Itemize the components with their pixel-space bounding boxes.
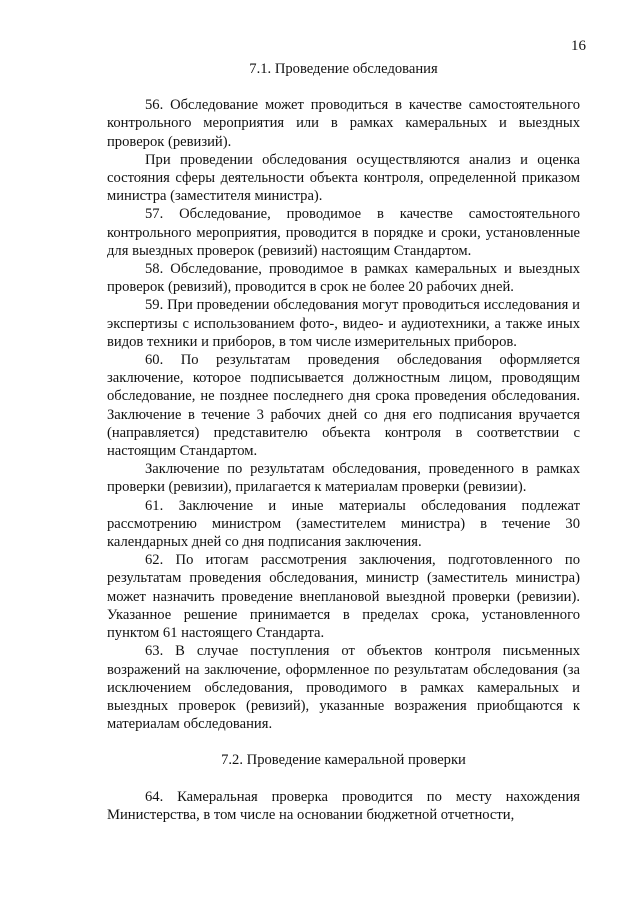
paragraph-59: 59. При проведении обследования могут проводиться исследования и экспертизы с использованием фото-, видео- и аудиотехники, а также иных видов техники и приборов, в том числе измерительных приборов. xyxy=(107,297,580,350)
paragraph-60: 60. По результатам проведения обследования оформляется заключение, которое подписывается должностным лицом, проводящим обследование, не позднее последнего дня срока проведения обследования. Заключение в течение 3 рабочих дней со дня его подписания вручается (направляется) представителю объекта контроля в соответствии с настоящим Стандартом. xyxy=(107,352,580,460)
document-body xyxy=(107,60,580,824)
paragraph-56: 56. Обследование может проводиться в качестве самостоятельного контрольного мероприятия или в рамках камеральных и выездных проверок (ревизий). xyxy=(107,97,580,150)
paragraph-57: 57. Обследование, проводимое в качестве самостоятельного контрольного мероприятия, проводится в порядке и сроки, установленные для выездных проверок (ревизий) настоящим Стандартом. xyxy=(107,206,580,259)
paragraph-58: 58. Обследование, проводимое в рамках камеральных и выездных проверок (ревизий), проводится в срок не более 20 рабочих дней. xyxy=(107,261,580,296)
page-number: 16 xyxy=(571,38,586,54)
paragraph-56-continued: При проведении обследования осуществляются анализ и оценка состояния сферы деятельности объекта контроля, определенной приказом министра (заместителя министра). xyxy=(107,151,580,205)
paragraph-60-continued: Заключение по результатам обследования, проведенного в рамках проверки (ревизии), прилагается к материалам проверки (ревизии). xyxy=(107,461,580,496)
paragraph-64: 64. Камеральная проверка проводится по месту нахождения Министерства, в том числе на основании бюджетной отчетности, xyxy=(107,788,580,823)
section-heading-7-2: 7.2. Проведение камеральной проверки xyxy=(221,752,466,769)
paragraph-63: 63. В случае поступления от объектов контроля письменных возражений на заключение, оформленное по результатам обследования (за исключением обследования, проводимого в рамках камеральных и выездных проверок (ревизий), указанные возражения приобщаются к материалам обследования. xyxy=(107,643,580,733)
paragraph-62: 62. По итогам рассмотрения заключения, подготовленного по результатам проведения обследования, министр (заместитель министра) может назначить проведение внеплановой выездной проверки (ревизии). Указанное решение принимается в пределах срока, установленного пунктом 61 настоящего Стандарта. xyxy=(107,552,580,642)
paragraph-61: 61. Заключение и иные материалы обследования подлежат рассмотрению министром (заместителем министра) в течение 30 календарных дней со дня подписания заключения. xyxy=(107,497,580,551)
section-heading-7-1: 7.1. Проведение обследования xyxy=(249,61,438,77)
